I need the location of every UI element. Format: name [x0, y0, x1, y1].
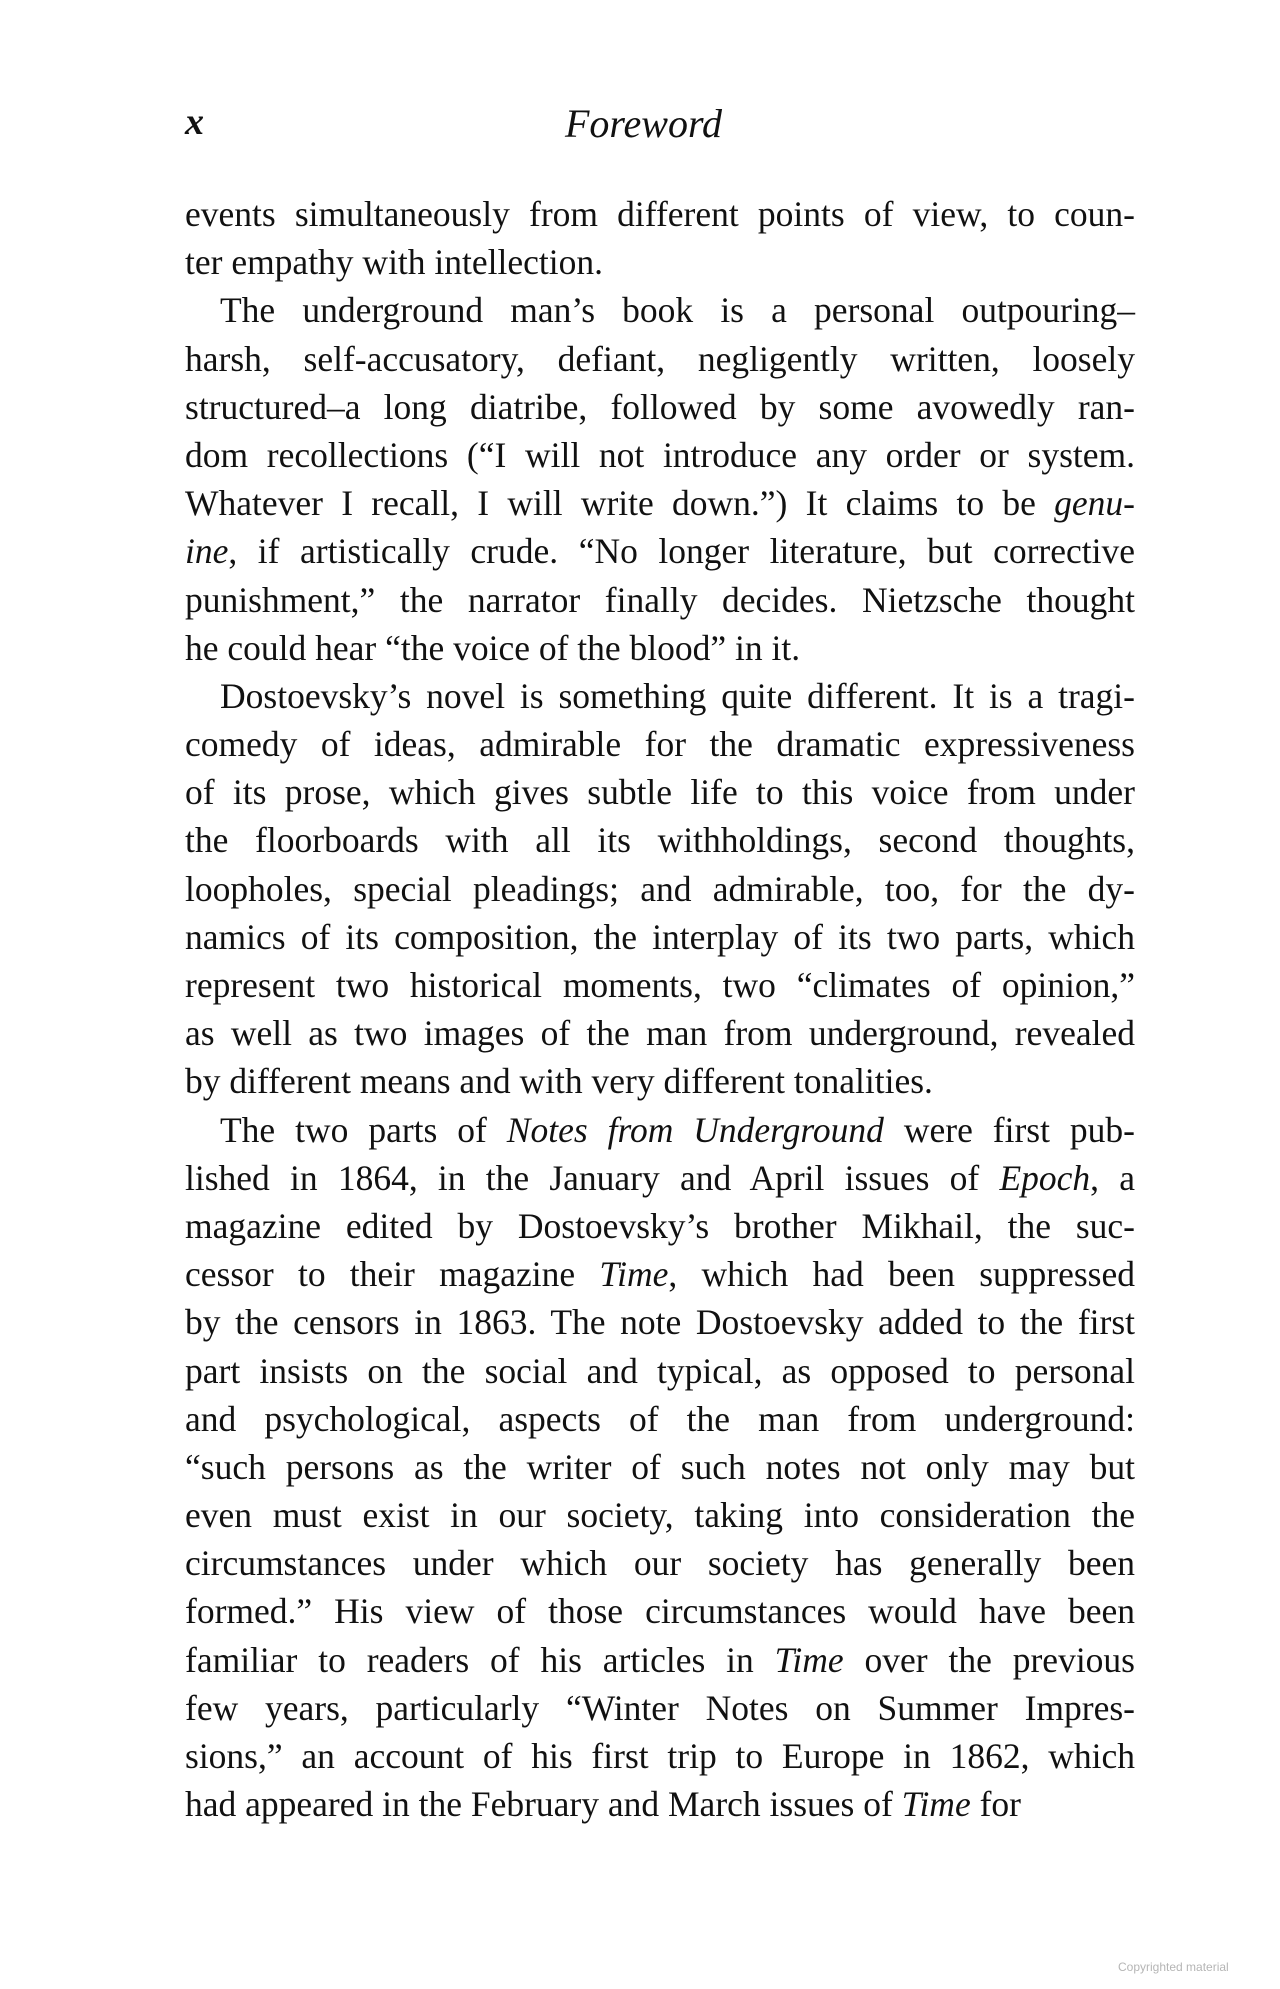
body-text [185, 190, 1135, 1828]
text-line [185, 865, 1135, 913]
text-segment: represent two historical moments, two “climates of opinion,” [185, 965, 1135, 1005]
text-segment: and psychological, aspects of the man from underground: [185, 1398, 1135, 1439]
italic-text: ine [185, 531, 229, 572]
text-line [185, 1106, 1135, 1154]
copyright-watermark: Copyrighted material [1118, 1960, 1229, 1974]
text-line [185, 1636, 1135, 1684]
text-segment: had appeared in the February and March issues of [185, 1784, 902, 1825]
text-segment: for [970, 1784, 1021, 1825]
text-line [185, 286, 1135, 334]
text-line [185, 768, 1135, 816]
text-segment: structured–a long diatribe, followed by some avowedly ran- [185, 386, 1135, 427]
text-line [185, 1780, 1135, 1828]
text-segment: the floorboards with all its withholdings, second thoughts, [185, 820, 1135, 861]
text-line [185, 913, 1135, 961]
italic-text: Notes from Underground [506, 1109, 884, 1150]
text-line [185, 1347, 1135, 1395]
italic-text: Time [774, 1639, 844, 1680]
text-line [185, 1298, 1135, 1346]
text-segment: Whatever I recall, I will write down.”) It claims to be [185, 483, 1055, 524]
text-line [185, 190, 1135, 238]
text-line [185, 527, 1135, 575]
text-segment: cessor to their magazine [185, 1254, 600, 1295]
text-line [185, 1491, 1135, 1539]
text-segment: few years, particularly “Winter Notes on Summer Impres- [185, 1687, 1135, 1728]
text-line [185, 1154, 1135, 1202]
text-segment: of its prose, which gives subtle life to this voice from under [185, 772, 1135, 813]
text-line [185, 1732, 1135, 1780]
text-segment: over the previous [843, 1639, 1135, 1680]
text-segment: dom recollections (“I will not introduce any order or system. [185, 434, 1135, 475]
text-segment: , if artistically crude. “No longer literature, but corrective [228, 531, 1135, 572]
italic-text: genu- [1054, 483, 1135, 524]
text-segment: harsh, self-accusatory, defiant, negligently written, loosely [185, 338, 1135, 379]
text-line [185, 335, 1135, 383]
text-segment: punishment,” the narrator finally decides. Nietzsche thought [185, 579, 1135, 620]
text-segment: Dostoevsky’s novel is something quite different. It is a tragi- [220, 675, 1135, 716]
text-segment: by different means and with very different tonalities. [185, 1061, 933, 1102]
page-number: x [185, 101, 204, 143]
text-line [185, 1684, 1135, 1732]
text-segment: , a [1090, 1157, 1135, 1198]
text-segment: ter empathy with intellection. [185, 242, 603, 283]
running-head: Foreword [565, 101, 723, 146]
text-line [185, 576, 1135, 624]
text-line [185, 1202, 1135, 1250]
text-line [185, 1587, 1135, 1635]
text-line [185, 624, 1135, 672]
paragraph [185, 672, 1135, 1106]
text-line [185, 1443, 1135, 1491]
text-segment: “such persons as the writer of such notes not only may but [185, 1446, 1135, 1487]
text-segment: were first pub- [883, 1109, 1135, 1150]
italic-text: Time [599, 1254, 669, 1295]
text-segment: events simultaneously from different points of view, to coun- [185, 194, 1135, 234]
text-segment: loopholes, special pleadings; and admirable, too, for the dy- [185, 868, 1135, 909]
text-segment: The underground man’s book is a personal outpouring– [220, 290, 1135, 331]
text-line [185, 383, 1135, 431]
text-segment: The two parts of [220, 1109, 507, 1150]
text-line [185, 720, 1135, 768]
text-line [185, 1539, 1135, 1587]
text-segment: by the censors in 1863. The note Dostoevsky added to the first [185, 1302, 1135, 1343]
text-line [185, 1009, 1135, 1057]
text-segment: he could hear “the voice of the blood” in it. [185, 627, 801, 668]
italic-text: Time [901, 1784, 971, 1825]
text-segment: lished in 1864, in the January and April issues of [185, 1157, 1000, 1198]
text-segment: formed.” His view of those circumstances would have been [185, 1591, 1135, 1632]
text-line [185, 1395, 1135, 1443]
text-line [185, 672, 1135, 720]
text-line [185, 238, 1135, 286]
text-segment: , which had been suppressed [668, 1254, 1135, 1295]
text-segment: part insists on the social and typical, as opposed to personal [185, 1350, 1135, 1391]
text-segment: familiar to readers of his articles in [185, 1639, 775, 1680]
paragraph [185, 190, 1135, 286]
page-header [185, 100, 1135, 160]
text-line [185, 1057, 1135, 1105]
text-line [185, 961, 1135, 1009]
text-segment: namics of its composition, the interplay of its two parts, which [185, 916, 1135, 957]
italic-text: Epoch [999, 1157, 1091, 1198]
text-segment: as well as two images of the man from underground, revealed [185, 1013, 1135, 1054]
paragraph [185, 286, 1135, 672]
text-segment: circumstances under which our society has generally been [185, 1543, 1135, 1584]
text-segment: magazine edited by Dostoevsky’s brother Mikhail, the suc- [185, 1205, 1135, 1246]
text-line [185, 816, 1135, 864]
text-line [185, 1250, 1135, 1298]
paragraph [185, 1106, 1135, 1829]
text-line [185, 479, 1135, 527]
text-segment: even must exist in our society, taking into consideration the [185, 1495, 1135, 1536]
text-segment: sions,” an account of his first trip to Europe in 1862, which [185, 1736, 1135, 1776]
text-line [185, 431, 1135, 479]
text-segment: comedy of ideas, admirable for the dramatic expressiveness [185, 724, 1135, 765]
